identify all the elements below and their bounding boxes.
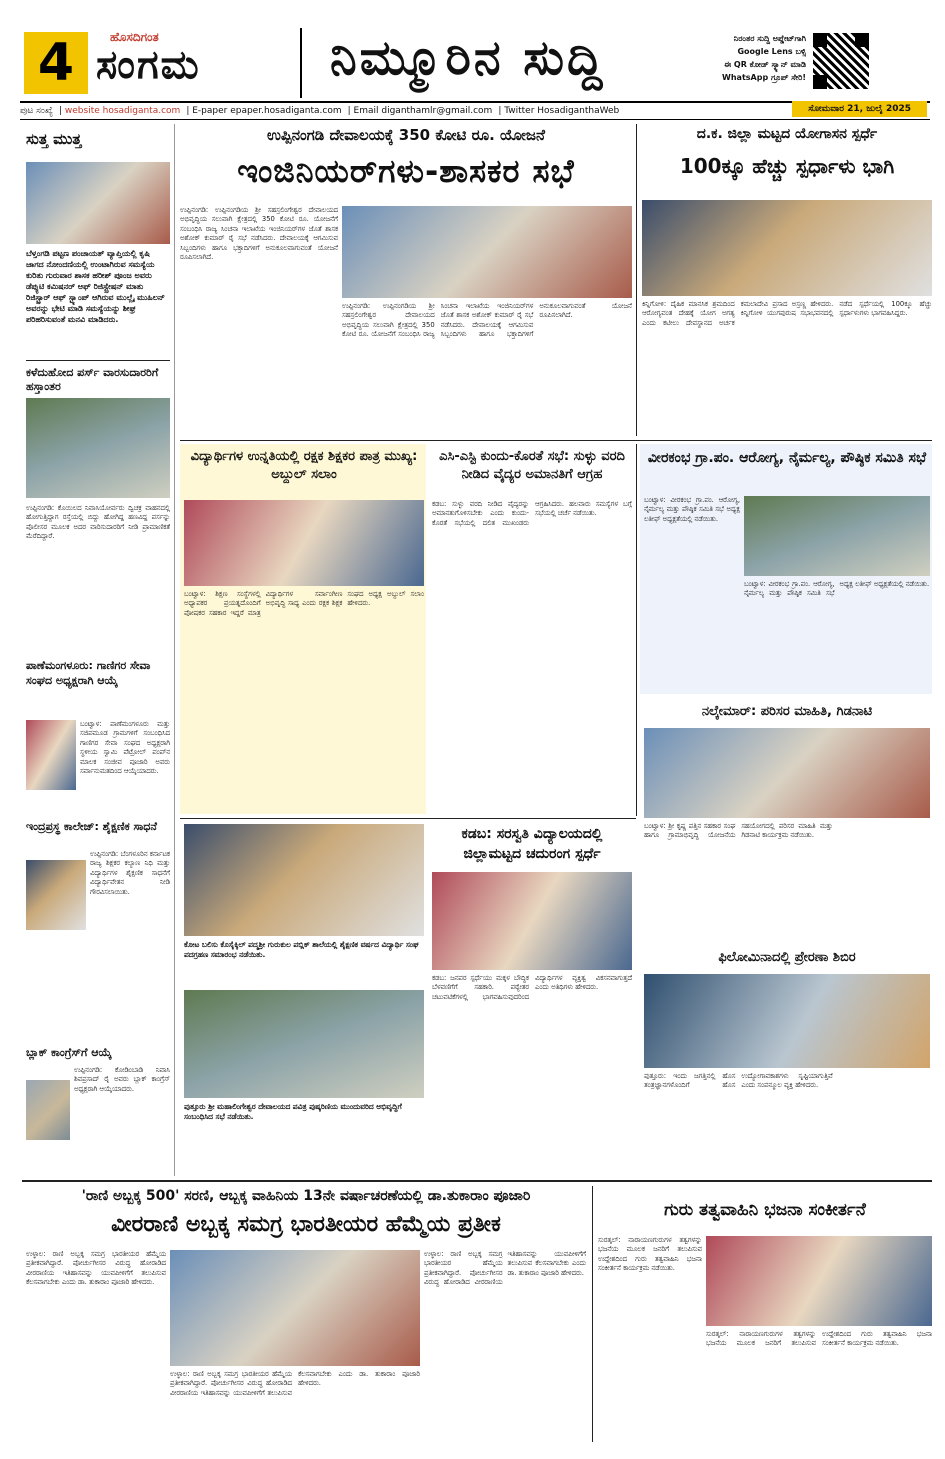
photo <box>744 496 930 576</box>
story-body: ಬಂಟ್ವಾಳ: ವೀರಕಂಭ ಗ್ರಾ.ಪಂ. ಆರೋಗ್ಯ, ನೈರ್ಮಲ್ಯ ಮತ್ತು ಪೌಷ್ಠಿಕ ಸಮಿತಿ ಸಭೆ ಅಧ್ಯಕ್ಷ ಲತೀಫ್ ಅಧ್ಯಕ್ಷತೆಯಲ್ಲಿ ನಡೆಯಿತು. <box>644 496 740 523</box>
story-body: ಬಂಟ್ವಾಳ: ಪಾಣೆಮಂಗಳೂರು ಮತ್ತು ಸಜಿಪಮೂಡ ಗ್ರಾಮಗಳಿಗೆ ಸಂಬಂಧಿಸಿದ ಗಾಣಿಗರ ಸೇವಾ ಸಂಘದ ಅಧ್ಯಕ್ಷರಾಗಿ ಸ್ಥಳೀಯ ಸ್ವಾಮಿ ಪೆಟ್ರೋಲ್ ಪಂಪ್‌ನ ಮಾಲಕ ಸಂಜೀವ ಪೂಜಾರಿ ಅವರು ಸರ್ವಾನುಮತದಿಂದ ಆಯ್ಕೆಯಾದರು. <box>80 720 170 776</box>
epaper-link[interactable]: E-paper epaper.hosadiganta.com <box>192 106 342 116</box>
story-body: ಪುತ್ತೂರು: ಇಂದು ಜಗತ್ತಿನಲ್ಲಿ ಹೊಸ ತಂತ್ರಜ್ಞಾನಗಳೊಂದಿಗೆ ಹೊಸ ಉದ್ಯೋಗಾವಕಾಶಗಳು ಸೃಷ್ಟಿಯಾಗುತ್ತಿವೆ ಎಂದು ಸಂಪನ್ಮೂಲ ವ್ಯಕ್ತಿ ಹೇಳಿದರು. <box>644 1072 833 1090</box>
photo <box>184 500 424 586</box>
qr-code-icon[interactable] <box>813 33 869 89</box>
story-kicker: ದ.ಕ. ಜಿಲ್ಲಾ ಮಟ್ಟದ ಯೋಗಾಸನ ಸ್ಪರ್ಧೆ <box>696 126 878 142</box>
column-header: ಸುತ್ತ ಮುತ್ತ <box>26 130 82 148</box>
email-link[interactable]: Email diganthamlr@gmail.com <box>353 106 493 116</box>
qr-line: WhatsApp ಗ್ರೂಪ್ ಸೇರಿ! <box>722 73 806 82</box>
story-kicker: ಉಪ್ಪಿನಂಗಡಿ ದೇವಾಲಯಕ್ಕೆ 350 ಕೋಟಿ ರೂ. ಯೋಜನೆ <box>267 126 545 144</box>
story-headline: 100ಕ್ಕೂ ಹೆಚ್ಚು ಸ್ಪರ್ಧಾಳು ಭಾಗಿ <box>679 154 895 178</box>
story-headline: ಕಡಬ: ಸರಸ್ವತಿ ವಿದ್ಯಾಲಯದಲ್ಲಿ ಜಿಲ್ಲಾಮಟ್ಟದ ಚದುರಂಗ ಸ್ಪರ್ಧೆ <box>461 826 603 862</box>
story-body: ಉಳ್ಳಾಲ: ರಾಣಿ ಅಬ್ಬಕ್ಕ ಸಮಗ್ರ ಭಾರತೀಯರ ಹೆಮ್ಮೆಯ ಪ್ರತೀಕವಾಗಿದ್ದಾರೆ. ಪೋರ್ಚುಗೀಸರ ವಿರುದ್ಧ ಹೋರಾಡಿದ ವೀರರಾಣಿಯ ಇತಿಹಾಸವನ್ನು ಯುವಪೀಳಿಗೆಗೆ ತಲುಪಿಸುವ ಕೆಲಸವಾಗಬೇಕು ಎಂದು ಡಾ. ತುಕಾರಾಂ ಪೂಜಾರಿ ಹೇಳಿದರು. <box>26 1250 166 1287</box>
story-body: ಕಡಬ: ಸುಳ್ಳು ವರದಿ ನೀಡಿದ ವೈದ್ಯರನ್ನು ಅಮಾನತುಗೊಳಿಸಬೇಕು ಎಂದು ಕುಂದು-ಕೊರತೆ ಸಭೆಯಲ್ಲಿ ದಲಿತ ಮುಖಂಡರು ಆಗ್ರಹಿಸಿದರು. ಹಲವಾರು ಸಮಸ್ಯೆಗಳ ಬಗ್ಗೆ ಸಭೆಯಲ್ಲಿ ಚರ್ಚೆ ನಡೆಯಿತು. <box>432 500 632 527</box>
issue-date: ಸೋಮವಾರ 21, ಜುಲೈ 2025 <box>792 101 927 117</box>
story-headline: ಎಸಿ-ಎಸ್ಟಿ ಕುಂದು-ಕೊರತೆ ಸಭೆ: ಸುಳ್ಳು ವರದಿ ನೀಡಿದ ವೈದ್ಯರ ಅಮಾನತಿಗೆ ಆಗ್ರಹ <box>439 449 625 482</box>
photo <box>644 974 930 1068</box>
story-headline: ಇಂಜಿನಿಯರ್‌ಗಳು-ಶಾಸಕರ ಸಭೆ <box>237 152 575 190</box>
page-number: 4 <box>24 32 88 94</box>
info-bar: ಪುಟ ಸಂಖ್ಯೆ | website hosadiganta.com | E-paper epaper.hosadiganta.com | Email diganthamlr@gmail.com | Twitter HosadiganthaWeb <box>20 101 930 120</box>
qr-instructions <box>688 32 806 84</box>
story-body-continued: ಉಪ್ಪಿನಂಗಡಿ: ಉಪ್ಪಿನಂಗಡಿಯ ಶ್ರೀ ಸಹಸ್ರಲಿಂಗೇಶ್ವರ ದೇವಾಲಯದ ಅಭಿವೃದ್ಧಿಯ ಸಲುವಾಗಿ ಕ್ಷೇತ್ರದಲ್ಲಿ 350 ಕೋಟಿ ರೂ. ಯೋಜನೆಗೆ ಸಂಬಂಧಿಸಿ ರಾಜ್ಯ ಸಿಂಚನಾ ಇಲಾಖೆಯ ಇಂಜಿನಿಯರ್‌ಗಳ ಜೊತೆ ಶಾಸಕ ಅಶೋಕ್ ಕುಮಾರ್ ರೈ ಸಭೆ ನಡೆಸಿದರು. ದೇವಾಲಯಕ್ಕೆ ಆಗಮಿಸುವ ಸಿಬ್ಬಂದಿಗಳು ಹಾಗೂ ಭಕ್ತಾದಿಗಳಿಗೆ ಅನುಕೂಲವಾಗುವಂತೆ ಯೋಜನೆ ರೂಪಿಸಲಾಗಿದೆ. <box>342 302 632 339</box>
section-title: ನಿಮ್ಮೂರಿನ ಸುದ್ದಿ <box>330 30 606 86</box>
photo <box>26 398 170 498</box>
portrait-photo <box>26 1080 70 1140</box>
photo <box>644 728 930 818</box>
photo <box>26 860 86 930</box>
photo <box>642 200 932 296</box>
qr-line: ಈ QR ಕೋಡ್ ಸ್ಕ್ಯಾನ್ ಮಾಡಿ <box>724 60 806 69</box>
photo <box>342 206 632 298</box>
portrait-photo <box>26 720 76 790</box>
brand-name: ಸಂಗಮ <box>96 42 201 88</box>
twitter-link[interactable]: Twitter HosadiganthaWeb <box>504 106 620 116</box>
story-body-continued: ಸುರತ್ಕಲ್: ನಾರಾಯಣಗುರುಗಳ ತತ್ವಗಳನ್ನು ಭಜನೆಯ ಮೂಲಕ ಜನರಿಗೆ ತಲುಪಿಸುವ ಉದ್ದೇಶದಿಂದ ಗುರು ತತ್ವವಾಹಿನಿ ಭಜನಾ ಸಂಕೀರ್ತನೆ ಕಾರ್ಯಕ್ರಮ ನಡೆಯಿತು. <box>706 1330 932 1348</box>
story-body-continued: ಉಳ್ಳಾಲ: ರಾಣಿ ಅಬ್ಬಕ್ಕ ಸಮಗ್ರ ಭಾರತೀಯರ ಹೆಮ್ಮೆಯ ಪ್ರತೀಕವಾಗಿದ್ದಾರೆ. ಪೋರ್ಚುಗೀಸರ ವಿರುದ್ಧ ಹೋರಾಡಿದ ವೀರರಾಣಿಯ ಇತಿಹಾಸವನ್ನು ಯುವಪೀಳಿಗೆಗೆ ತಲುಪಿಸುವ ಕೆಲಸವಾಗಬೇಕು ಎಂದು ಡಾ. ತುಕಾರಾಂ ಪೂಜಾರಿ ಹೇಳಿದರು. <box>170 1370 420 1397</box>
photo-caption: ಪುತ್ತೂರು ಶ್ರೀ ಮಹಾಲಿಂಗೇಶ್ವರ ದೇವಾಲಯದ ಪವಿತ್ರ ಪುಷ್ಕರಿಣಿಯ ಮುಂದುವರಿದ ಅಭಿವೃದ್ಧಿಗೆ ಸಂಬಂಧಿಸಿದ ಸಭೆ ನಡೆಯಿತು. <box>184 1102 402 1121</box>
story-headline: ವೀರಕಂಭ ಗ್ರಾ.ಪಂ. ಆರೋಗ್ಯ, ನೈರ್ಮಲ್ಯ, ಪೌಷ್ಠಿಕ ಸಮಿತಿ ಸಭೆ <box>647 450 927 466</box>
story-body: ಬಂಟ್ವಾಳ: ಶ್ರೀ ಕೃಷ್ಣ ಪತ್ತಿನ ಸಹಕಾರ ಸಂಘ ಹಾಗೂ ಗ್ರಾಮಾಭಿವೃದ್ಧಿ ಯೋಜನೆಯ ಸಹಯೋಗದಲ್ಲಿ ಪರಿಸರ ಮಾಹಿತಿ ಮತ್ತು ಗಿಡನಾಟಿ ಕಾರ್ಯಕ್ರಮ ನಡೆಯಿತು. <box>644 822 833 840</box>
story-kicker: 'ರಾಣಿ ಅಬ್ಬಕ್ಕ 500' ಸರಣಿ, ಆಬ್ಬಕ್ಕ ವಾಹಿನಿಯ 13ನೇ ವರ್ಷಾಚರಣೆಯಲ್ಲಿ ಡಾ.ತುಕಾರಾಂ ಪೂಜಾರಿ <box>81 1188 531 1204</box>
story-body: ಸುರತ್ಕಲ್: ನಾರಾಯಣಗುರುಗಳ ತತ್ವಗಳನ್ನು ಭಜನೆಯ ಮೂಲಕ ಜನರಿಗೆ ತಲುಪಿಸುವ ಉದ್ದೇಶದಿಂದ ಗುರು ತತ್ವವಾಹಿನಿ ಭಜನಾ ಸಂಕೀರ್ತನೆ ಕಾರ್ಯಕ್ರಮ ನಡೆಯಿತು. <box>598 1236 702 1273</box>
qr-line: Google Lens ಬಳ್ಸಿ <box>737 47 806 56</box>
photo-caption: ಕೋಟ ಬಲಿಸು ಕೊಸೈಕ್ಕಿಲ್ ಪದ್ಮಶ್ರೀ ಗುರುಕುಲ ಪಬ್ಲಿಕ್ ಶಾಲೆಯಲ್ಲಿ ಶೈಕ್ಷಣಿಕ ವರ್ಷದ ವಿದ್ಯಾರ್ಥಿ ಸಂಘ ಪದಗ್ರಹಣ ಸಮಾರಂಭ ನಡೆಯಿತು. <box>184 940 419 959</box>
story-headline: ವಿದ್ಯಾರ್ಥಿಗಳ ಉನ್ನತಿಯಲ್ಲಿ ರಕ್ಷಕ ಶಿಕ್ಷಕರ ಪಾತ್ರ ಮುಖ್ಯ: ಅಬ್ದುಲ್ ಸಲಾಂ <box>190 449 418 482</box>
story-body: ಕಿನ್ನಿಗೋಳಿ: ದೈಹಿಕ ಮಾನಸಿಕ ಶ್ರಮದಿಂದ ಆರೋಗ್ಯವಂತ ದೇಹಕ್ಕೆ ಯೋಗ ಅಗತ್ಯ ಎಂದು ಕಟೀಲು ದೇವಸ್ಥಾನದ ಅರ್ಚಕ ಕಮಲಾದೇವಿ ಪ್ರಸಾದ ಅಸ್ರಣ್ಣ ಹೇಳಿದರು. ಕಿನ್ನಿಗೋಳಿ ಯುಗಪುರುಷ ಸಭಾಭವನದಲ್ಲಿ ನಡೆದ ಸ್ಪರ್ಧೆಯಲ್ಲಿ 100ಕ್ಕೂ ಹೆಚ್ಚು ಸ್ಪರ್ಧಾಳುಗಳು ಭಾಗವಹಿಸಿದ್ದರು. <box>642 300 932 327</box>
story-body-continued: ಉಳ್ಳಾಲ: ರಾಣಿ ಅಬ್ಬಕ್ಕ ಸಮಗ್ರ ಭಾರತೀಯರ ಹೆಮ್ಮೆಯ ಪ್ರತೀಕವಾಗಿದ್ದಾರೆ. ಪೋರ್ಚುಗೀಸರ ವಿರುದ್ಧ ಹೋರಾಡಿದ ವೀರರಾಣಿಯ ಇತಿಹಾಸವನ್ನು ಯುವಪೀಳಿಗೆಗೆ ತಲುಪಿಸುವ ಕೆಲಸವಾಗಬೇಕು ಎಂದು ಡಾ. ತುಕಾರಾಂ ಪೂಜಾರಿ ಹೇಳಿದರು. <box>424 1250 586 1287</box>
story-body: ಬಂಟ್ವಾಳ: ಶಿಕ್ಷಣ ಸಂಸ್ಥೆಗಳಲ್ಲಿ ಅಧ್ಯಾಪಕರ ಪ್ರಯತ್ನದೊಂದಿಗೆ ಪೋಷಕರ ಸಹಕಾರ ಇದ್ದರೆ ಮಾತ್ರ ವಿದ್ಯಾರ್ಥಿಗಳ ಸರ್ವಾಂಗೀಣ ಅಭಿವೃದ್ಧಿ ಸಾಧ್ಯ ಎಂದು ರಕ್ಷಕ ಶಿಕ್ಷಕ ಸಂಘದ ಅಧ್ಯಕ್ಷ ಅಬ್ದುಲ್ ಸಲಾಂ ಹೇಳಿದರು. <box>184 590 424 617</box>
story-headline: ಗುರು ತತ್ವವಾಹಿನಿ ಭಜನಾ ಸಂಕೀರ್ತನೆ <box>664 1200 866 1220</box>
qr-line: ನಿರಂತರ ಸುದ್ದಿ ಅಪ್ಡೇಟ್‌ಗಾಗಿ <box>733 34 806 43</box>
story-body: ಉಪ್ಪಿನಂಗಡಿ: ಬೆಂಗಳೂರಿನ ಕರ್ನಾಟಕ ರಾಜ್ಯ ಶಿಕ್ಷಕರ ಕಲ್ಯಾಣ ನಿಧಿ ಮತ್ತು ವಿದ್ಯಾರ್ಥಿಗಳ ಶೈಕ್ಷಣಿಕ ಸಾಧನೆಗೆ ವಿದ್ಯಾರ್ಥಿವೇತನ ನೀಡಿ ಗೌರವಿಸಲಾಯಿತು. <box>90 850 170 896</box>
story-body: ಕಡಬ: ಜನಪರ ಸ್ಪರ್ಧೆಯು ಮಕ್ಕಳ ಬೌದ್ಧಿಕ ಬೆಳವಣಿಗೆಗೆ ಸಹಕಾರಿ. ಪಠ್ಯೇತರ ಚಟುವಟಿಕೆಗಳಲ್ಲಿ ಭಾಗವಹಿಸುವುದರಿಂದ ವಿದ್ಯಾರ್ಥಿಗಳ ವ್ಯಕ್ತಿತ್ವ ವಿಕಸನವಾಗುತ್ತದೆ ಎಂದು ಅತಿಥಿಗಳು ಹೇಳಿದರು. <box>432 974 632 1001</box>
story-body: ಉಪ್ಪಿನಂಗಡಿ: ಕೊಯಿಲದ ನಿವಾಸಿಯೋರ್ವರು ದ್ವಿಚಕ್ರ ವಾಹನದಲ್ಲಿ ಹೋಗುತ್ತಿದ್ದಾಗ ರಸ್ತೆಯಲ್ಲಿ ಬಿದ್ದು ಹೋಗಿದ್ದ ಹಣವಿದ್ದ ಪರ್ಸನ್ನು ಪೊಲೀಸರ ಮೂಲಕ ಅದರ ವಾರಿಸುದಾರರಿಗೆ ನೀಡಿ ಪ್ರಾಮಾಣಿಕತೆ ಮೆರೆದಿದ್ದಾರೆ. <box>26 504 170 541</box>
story-headline: ವೀರರಾಣಿ ಅಬ್ಬಕ್ಕ ಸಮಗ್ರ ಭಾರತೀಯರ ಹೆಮ್ಮೆಯ ಪ್ರತೀಕ <box>111 1212 501 1237</box>
photo <box>184 824 424 936</box>
story-headline: ನಲ್ಕೇಮಾರ್: ಪರಿಸರ ಮಾಹಿತಿ, ಗಿಡನಾಟಿ <box>701 704 873 719</box>
brand-small: ಹೊಸದಿಗಂತ <box>110 30 159 44</box>
page-label: ಪುಟ ಸಂಖ್ಯೆ <box>20 106 53 116</box>
story-body: ಉಪ್ಪಿನಂಗಡಿ: ಉಪ್ಪಿನಂಗಡಿಯ ಶ್ರೀ ಸಹಸ್ರಲಿಂಗೇಶ್ವರ ದೇವಾಲಯದ ಅಭಿವೃದ್ಧಿಯ ಸಲುವಾಗಿ ಕ್ಷೇತ್ರದಲ್ಲಿ 350 ಕೋಟಿ ರೂ. ಯೋಜನೆಗೆ ಸಂಬಂಧಿಸಿ ರಾಜ್ಯ ಸಿಂಚನಾ ಇಲಾಖೆಯ ಇಂಜಿನಿಯರ್‌ಗಳ ಜೊತೆ ಶಾಸಕ ಅಶೋಕ್ ಕುಮಾರ್ ರೈ ಸಭೆ ನಡೆಸಿದರು. ದೇವಾಲಯಕ್ಕೆ ಆಗಮಿಸುವ ಸಿಬ್ಬಂದಿಗಳು ಹಾಗೂ ಭಕ್ತಾದಿಗಳಿಗೆ ಅನುಕೂಲವಾಗುವಂತೆ ಯೋಜನೆ ರೂಪಿಸಲಾಗಿದೆ. <box>180 206 338 262</box>
photo <box>26 162 170 244</box>
story-headline: ಇಂದ್ರಪ್ರಸ್ಥ ಕಾಲೇಜ್: ಶೈಕ್ಷಣಿಕ ಸಾಧನೆ <box>26 820 157 833</box>
story-headline: ಪಾಣೆಮಂಗಳೂರು: ಗಾಣಿಗರ ಸೇವಾ ಸಂಘದ ಅಧ್ಯಕ್ಷರಾಗಿ ಆಯ್ಕೆ <box>26 659 151 687</box>
website-link[interactable]: website hosadiganta.com <box>64 106 181 116</box>
story-body-continued: ಬಂಟ್ವಾಳ: ವೀರಕಂಭ ಗ್ರಾ.ಪಂ. ಆರೋಗ್ಯ, ನೈರ್ಮಲ್ಯ ಮತ್ತು ಪೌಷ್ಠಿಕ ಸಮಿತಿ ಸಭೆ ಅಧ್ಯಕ್ಷ ಲತೀಫ್ ಅಧ್ಯಕ್ಷತೆಯಲ್ಲಿ ನಡೆಯಿತು. <box>744 580 930 598</box>
story-headline: ಕಳೆದುಹೋದ ಪರ್ಸ್ ವಾರಸುದಾರರಿಗೆ ಹಸ್ತಾಂತರ <box>26 366 159 393</box>
photo <box>706 1236 932 1326</box>
photo <box>170 1250 420 1366</box>
photo-caption: ಬೆಳ್ತಂಗಡಿ ಪಟ್ಟಣ ಪಂಚಾಯತ್ ವ್ಯಾಪ್ತಿಯಲ್ಲಿ ಕೃಷಿ ಜಾಗದ ನೋಂದಣಿಯಲ್ಲಿ ಉಂಟಾಗಿರುವ ಸಮಸ್ಯೆಯ ಕುರಿತು ಗುರುವಾರ ಶಾಸಕ ಹರೀಶ್ ಪೂಂಜ ಅವರು ಡೆಪ್ಯುಟಿ ಕಮಿಷನರ್ ಆಫ್ ರಿಜಿಸ್ಟ್ರೇಷನ್ ಮಾತು ರಿಜಿಸ್ಟ್ರಾರ್ ಆಫ್ ಸ್ಟ್ಯಾಂಪ್ ಆಗಿರುವ ಮುಲ್ಲೈ ಮುಹಿಲನ್ ಅವರನ್ನು ಭೇಟಿ ಮಾಡಿ ಸಮಸ್ಯೆಯನ್ನು ಶೀಘ್ರ ಪರಿಹರಿಸುವಂತೆ ಮನವಿ ಮಾಡಿದರು. <box>26 249 165 324</box>
photo <box>432 872 632 970</box>
story-headline: ಬ್ಲಾಕ್ ಕಾಂಗ್ರೆಸ್‌ಗೆ ಆಯ್ಕೆ <box>26 1046 112 1059</box>
story-body: ಉಪ್ಪಿನಂಗಡಿ: ಕೋಡಿಂಬಾಡಿ ನಿವಾಸಿ ಶಿವಪ್ರಸಾದ್ ರೈ ಅವರು ಬ್ಲಾಕ್ ಕಾಂಗ್ರೆಸ್ ಅಧ್ಯಕ್ಷರಾಗಿ ಆಯ್ಕೆಯಾದರು. <box>74 1066 170 1093</box>
photo <box>184 990 424 1098</box>
story-headline: ಫಿಲೋಮಿನಾದಲ್ಲಿ ಪ್ರೇರಣಾ ಶಿಬಿರ <box>718 950 856 965</box>
